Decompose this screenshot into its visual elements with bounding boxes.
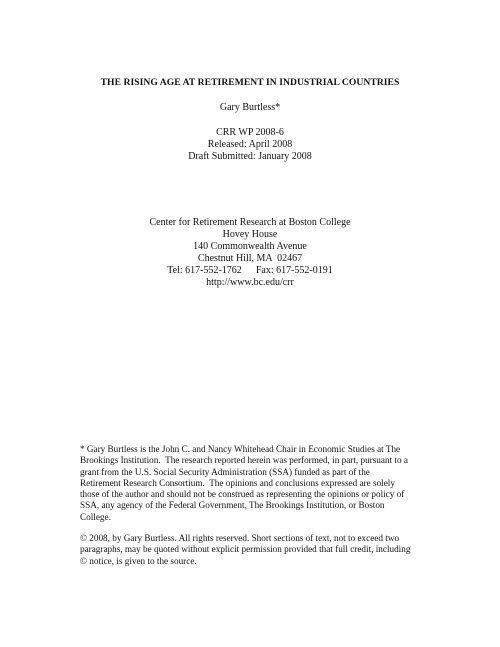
submission-date: Draft Submitted: January 2008	[188, 151, 312, 162]
author-line: Gary Burtless*	[219, 102, 281, 113]
institution-name: Center for Retirement Research at Boston College	[149, 217, 351, 228]
copyright-notice	[80, 533, 430, 567]
footnote-line: those of the author and should not be construed as representing the opinions or policy of	[80, 489, 405, 500]
footnote-line: College.	[80, 511, 111, 522]
city-state-zip: Chestnut Hill, MA 02467	[197, 253, 303, 264]
website-url[interactable]: http://www.bc.edu/crr	[206, 277, 294, 288]
contact-numbers	[0, 265, 500, 277]
footnote-line: grant from the U.S. Social Security Administration (SSA) funded as part of the	[80, 466, 370, 477]
paper-title: THE RISING AGE AT RETIREMENT IN INDUSTRIAL COUNTRIES	[100, 77, 400, 88]
footnote-line: SSA, any agency of the Federal Government, The Brookings Institution, or Boston	[80, 500, 385, 511]
footnote-line: Brookings Institution. The research reported herein was performed, in part, pursuant to a	[80, 455, 408, 466]
footnote-line: Retirement Research Consortium. The opinions and conclusions expressed are solely	[80, 477, 395, 488]
telephone: Tel: 617-552-1762	[167, 265, 242, 276]
institution-address	[0, 217, 500, 289]
copyright-line: © 2008, by Gary Burtless. All rights reserved. Short sections of text, not to exceed two	[80, 533, 400, 543]
footnote-line: * Gary Burtless is the John C. and Nancy Whitehead Chair in Economic Studies at The	[80, 444, 401, 454]
paper-info	[0, 127, 500, 163]
fax: Fax: 617-552-0191	[255, 265, 333, 276]
working-paper-number: CRR WP 2008-6	[216, 127, 284, 138]
author-footnote	[80, 444, 430, 523]
copyright-line: paragraphs, may be quoted without explicit permission provided that full credit, including	[80, 544, 411, 555]
building-name: Hovey House	[222, 229, 278, 240]
copyright-line: © notice, is given to the source.	[80, 555, 197, 566]
street-address: 140 Commonwealth Avenue	[193, 241, 307, 252]
release-date: Released: April 2008	[207, 139, 293, 150]
